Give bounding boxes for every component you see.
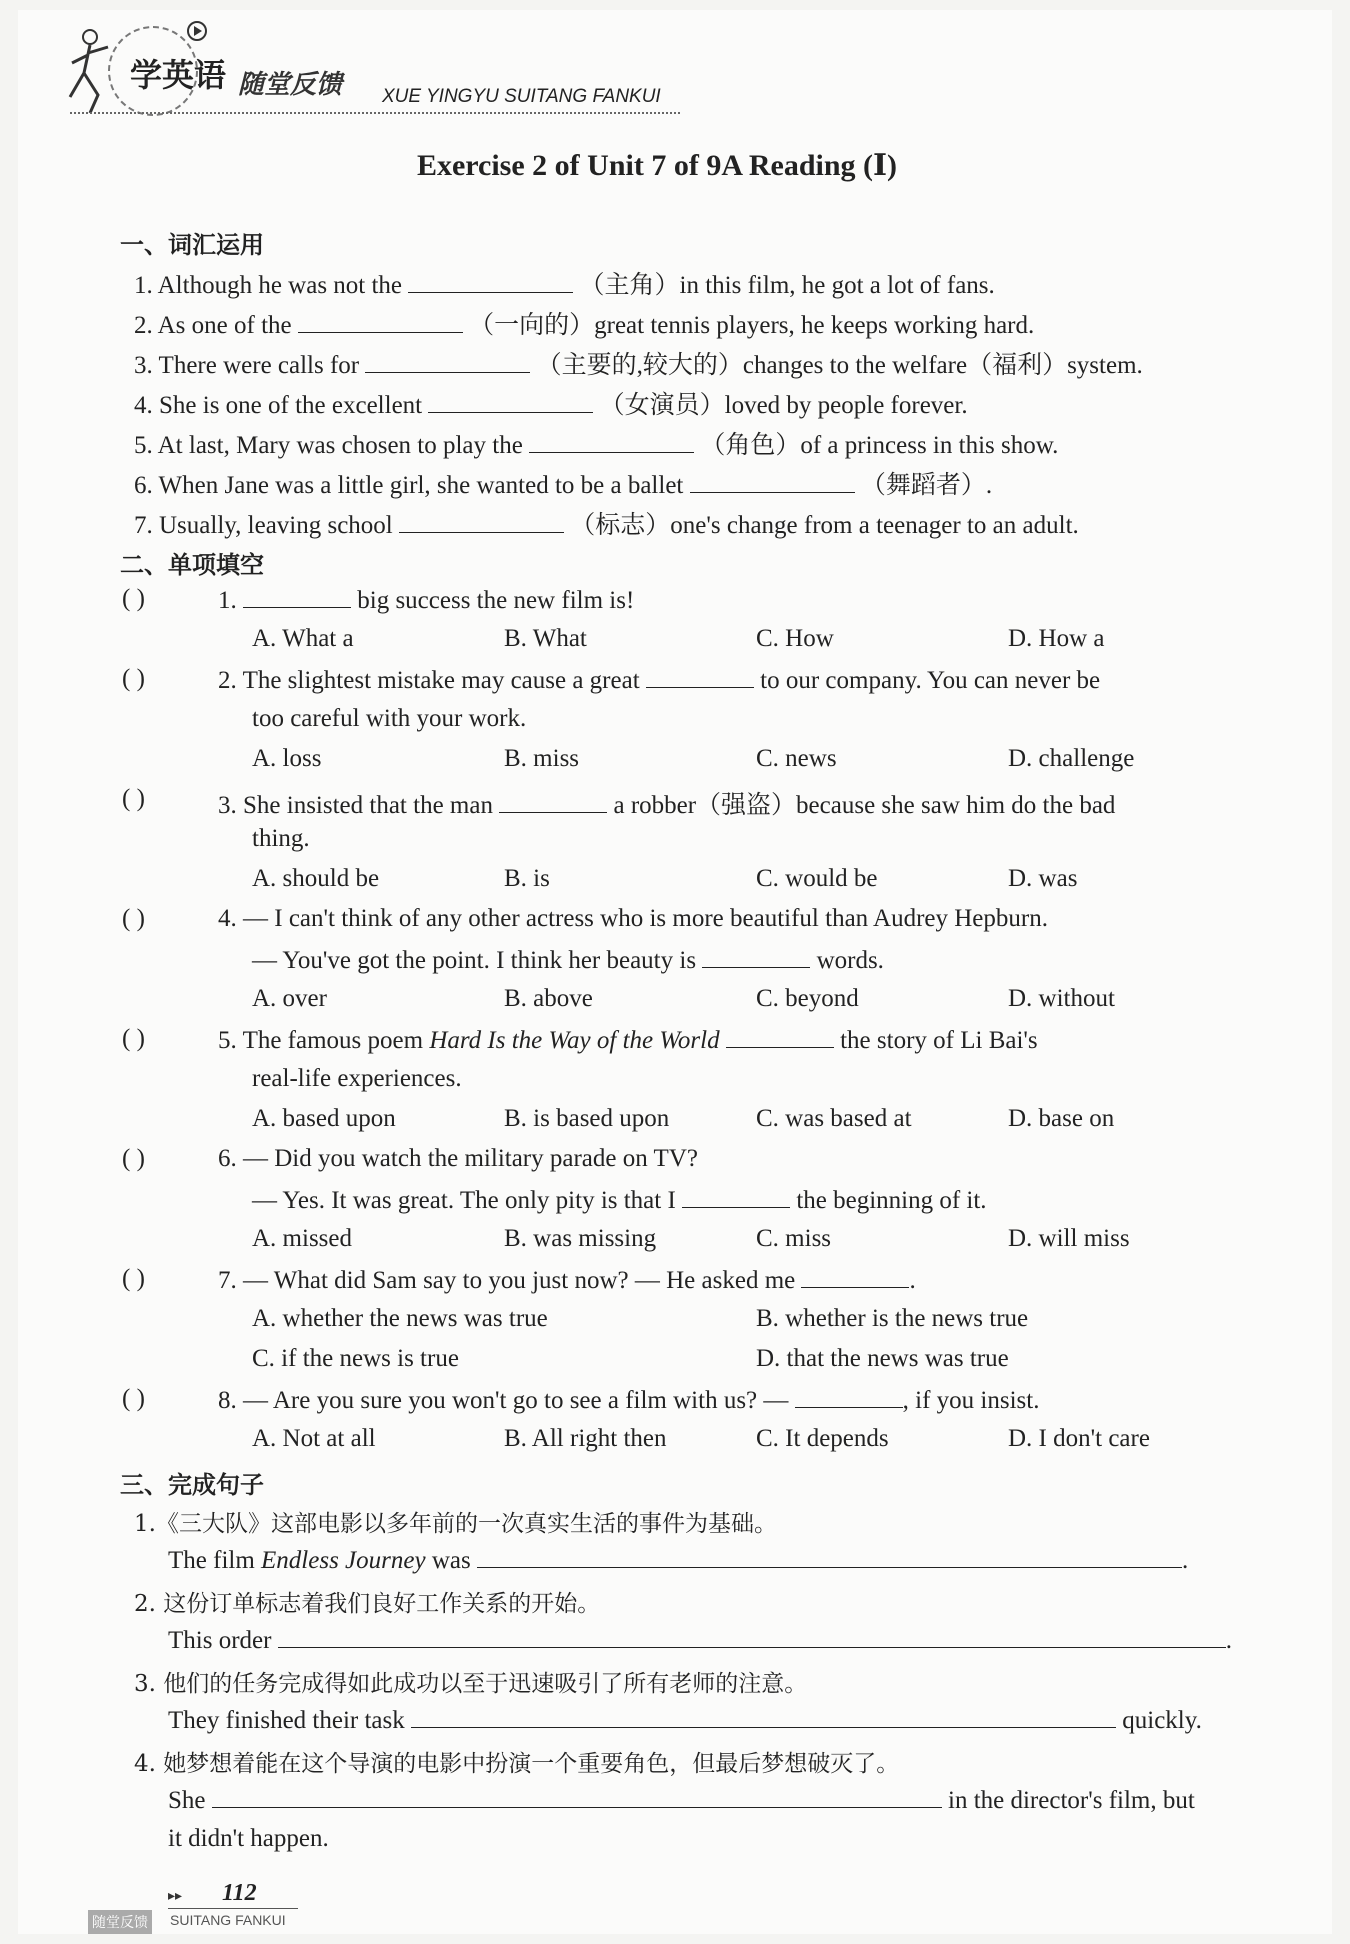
translate-item-3-chinese: 3. 他们的任务完成得如此成功以至于迅速吸引了所有老师的注意。: [134, 1671, 808, 1697]
mc-question-4: 4. — I can't think of any other actress who is more beautiful than Audrey Hepburn.: [218, 905, 1048, 932]
translate-item-2-answer: This order .: [168, 1627, 1232, 1654]
mc5-option-a[interactable]: A. based upon: [252, 1105, 396, 1132]
mc4-option-c[interactable]: C. beyond: [756, 985, 859, 1012]
translate-item-3-answer: They finished their task quickly.: [168, 1707, 1202, 1734]
mc2-option-c[interactable]: C. news: [756, 745, 837, 772]
mc4-option-a[interactable]: A. over: [252, 985, 327, 1012]
answer-paren-2[interactable]: ( ): [122, 665, 145, 692]
header-logo: [60, 20, 680, 120]
mc3-option-d[interactable]: D. was: [1008, 865, 1078, 892]
mc3-option-c[interactable]: C. would be: [756, 865, 878, 892]
vocab-item-6: 6. When Jane was a little girl, she wanted to be a ballet （舞蹈者）.: [134, 472, 993, 499]
mc6-option-d[interactable]: D. will miss: [1008, 1225, 1130, 1252]
vocab-blank-5[interactable]: [529, 430, 694, 453]
mc-blank-2: [646, 665, 754, 688]
mc-blank-5: [726, 1025, 834, 1048]
mc6-option-a[interactable]: A. missed: [252, 1225, 352, 1252]
mc8-option-b[interactable]: B. All right then: [504, 1425, 667, 1452]
vocab-blank-3[interactable]: [365, 350, 530, 373]
poem-title: Hard Is the Way of the World: [429, 1027, 720, 1054]
mc6-option-b[interactable]: B. was missing: [504, 1225, 657, 1252]
mc5-option-d[interactable]: D. base on: [1008, 1105, 1115, 1132]
mc4-response: — You've got the point. I think her beauty is words.: [252, 947, 884, 974]
mc3-option-b[interactable]: B. is: [504, 865, 550, 892]
translate-blank-3[interactable]: [411, 1705, 1116, 1728]
translate-item-1-chinese: 1.《三大队》这部电影以多年前的一次真实生活的事件为基础。: [134, 1511, 777, 1537]
answer-paren-5[interactable]: ( ): [122, 1025, 145, 1052]
vocab-blank-1[interactable]: [408, 270, 573, 293]
mc2-continuation: too careful with your work.: [252, 705, 527, 732]
mc3-continuation: thing.: [252, 825, 310, 852]
mc1-option-b[interactable]: B. What: [504, 625, 587, 652]
mc8-option-d[interactable]: D. I don't care: [1008, 1425, 1150, 1452]
vocab-item-5: 5. At last, Mary was chosen to play the （角色）of a princess in this show.: [134, 432, 1059, 459]
section1-heading: 一、词汇运用: [120, 231, 264, 259]
answer-paren-6[interactable]: ( ): [122, 1145, 145, 1172]
vocab-blank-2[interactable]: [298, 310, 463, 333]
translate-blank-4[interactable]: [212, 1785, 942, 1808]
vocab-blank-4[interactable]: [428, 390, 593, 413]
answer-paren-1[interactable]: ( ): [122, 585, 145, 612]
mc3-option-a[interactable]: A. should be: [252, 865, 380, 892]
logo-chinese-subtitle: 随堂反馈: [238, 70, 343, 100]
header-dotted-line: [70, 112, 680, 114]
section2-heading: 二、单项填空: [120, 551, 264, 579]
footer-rule: [168, 1908, 298, 1909]
film-title: Endless Journey: [261, 1547, 426, 1574]
mc6-option-c[interactable]: C. miss: [756, 1225, 832, 1252]
mc-blank-4: [702, 945, 810, 968]
mc-blank-6: [682, 1185, 790, 1208]
answer-paren-8[interactable]: ( ): [122, 1385, 145, 1412]
mc2-option-d[interactable]: D. challenge: [1008, 745, 1135, 772]
vocab-item-2: 2. As one of the （一向的）great tennis players, he keeps working hard.: [134, 312, 1035, 339]
mc-question-5: 5. The famous poem Hard Is the Way of the World the story of Li Bai's: [218, 1027, 1038, 1054]
mc8-option-c[interactable]: C. It depends: [756, 1425, 889, 1452]
translate-item-1-answer: The film Endless Journey was .: [168, 1547, 1189, 1574]
mc2-option-a[interactable]: A. loss: [252, 745, 322, 772]
mc1-option-d[interactable]: D. How a: [1008, 625, 1105, 652]
mc-blank-8: [795, 1385, 903, 1408]
answer-paren-7[interactable]: ( ): [122, 1265, 145, 1292]
translate-blank-1[interactable]: [477, 1545, 1182, 1568]
translate-blank-2[interactable]: [278, 1625, 1226, 1648]
section3-heading: 三、完成句子: [120, 1471, 264, 1499]
mc-blank-7: [801, 1265, 909, 1288]
mc-question-2: 2. The slightest mistake may cause a great to our company. You can never be: [218, 667, 1101, 694]
mc4-option-b[interactable]: B. above: [504, 985, 593, 1012]
mc1-option-a[interactable]: A. What a: [252, 625, 354, 652]
mc7-option-a[interactable]: A. whether the news was true: [252, 1305, 548, 1332]
vocab-blank-6[interactable]: [690, 470, 855, 493]
vocab-item-4: 4. She is one of the excellent （女演员）loved by people forever.: [134, 392, 968, 419]
translate-item-4-continuation: it didn't happen.: [168, 1825, 329, 1852]
footer-arrow-icon: ▸▸: [168, 1889, 183, 1904]
play-icon: [186, 20, 208, 42]
mc2-option-b[interactable]: B. miss: [504, 745, 580, 772]
vocab-item-7: 7. Usually, leaving school （标志）one's change from a teenager to an adult.: [134, 512, 1079, 539]
logo-english-text: XUE YINGYU SUITANG FANKUI: [382, 86, 661, 107]
mc-question-3: 3. She insisted that the man a robber（强盗）because she saw him do the bad: [218, 792, 1116, 819]
mc6-response: — Yes. It was great. The only pity is that I the beginning of it.: [252, 1187, 987, 1214]
mc5-continuation: real-life experiences.: [252, 1065, 462, 1092]
mc5-option-c[interactable]: C. was based at: [756, 1105, 912, 1132]
mc7-option-b[interactable]: B. whether is the news true: [756, 1305, 1029, 1332]
mc5-option-b[interactable]: B. is based upon: [504, 1105, 670, 1132]
vocab-item-3: 3. There were calls for （主要的,较大的）changes to the welfare（福利）system.: [134, 352, 1143, 379]
mc-blank-1: [243, 585, 351, 608]
vocab-blank-7[interactable]: [399, 510, 564, 533]
translate-item-4-answer: She in the director's film, but: [168, 1787, 1195, 1814]
mc-question-8: 8. — Are you sure you won't go to see a film with us? — , if you insist.: [218, 1387, 1040, 1414]
page-title: Exercise 2 of Unit 7 of 9A Reading (Ⅰ): [416, 149, 898, 182]
mc-question-7: 7. — What did Sam say to you just now? — He asked me .: [218, 1267, 916, 1294]
mc7-option-c[interactable]: C. if the news is true: [252, 1345, 459, 1372]
logo-chinese-title: 学英语: [130, 56, 227, 94]
vocab-item-1: 1. Although he was not the （主角）in this film, he got a lot of fans.: [134, 272, 995, 299]
mc-blank-3: [499, 790, 607, 813]
mc7-option-d[interactable]: D. that the news was true: [756, 1345, 1009, 1372]
page-number: 112: [222, 1880, 257, 1906]
mc4-option-d[interactable]: D. without: [1008, 985, 1115, 1012]
answer-paren-4[interactable]: ( ): [122, 905, 145, 932]
mc-question-1: 1. big success the new film is!: [218, 587, 635, 614]
answer-paren-3[interactable]: ( ): [122, 785, 145, 812]
translate-item-2-chinese: 2. 这份订单标志着我们良好工作关系的开始。: [134, 1591, 601, 1617]
mc1-option-c[interactable]: C. How: [756, 625, 834, 652]
mc8-option-a[interactable]: A. Not at all: [252, 1425, 376, 1452]
footer-english-label: SUITANG FANKUI: [170, 1912, 286, 1928]
footer-label-box: 随堂反馈: [88, 1910, 152, 1934]
mc-question-6: 6. — Did you watch the military parade on TV?: [218, 1145, 698, 1172]
translate-item-4-chinese: 4. 她梦想着能在这个导演的电影中扮演一个重要角色，但最后梦想破灭了。: [134, 1751, 900, 1777]
